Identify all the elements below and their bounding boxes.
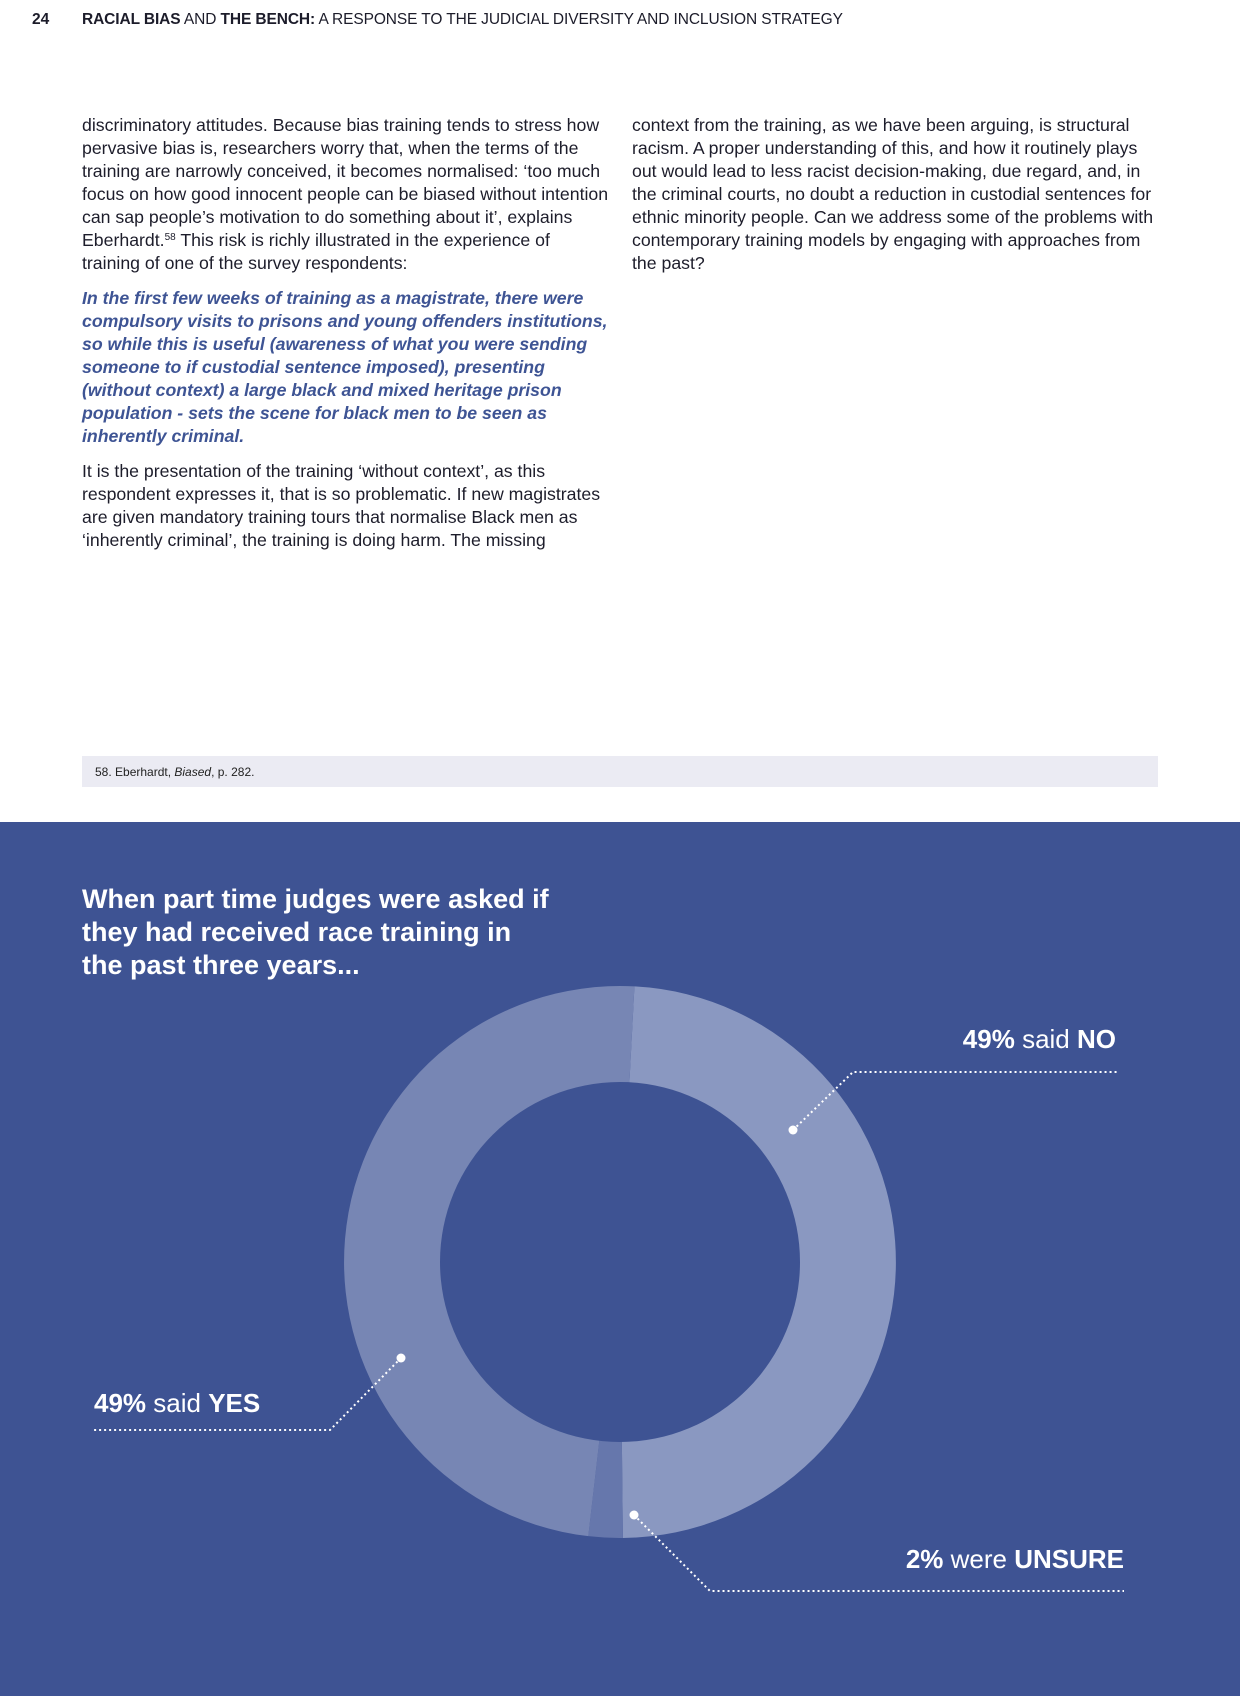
running-head-bold-2: THE BENCH: <box>220 11 316 28</box>
callout-no-answer: NO <box>1077 1024 1116 1054</box>
callout-unsure <box>906 1544 1124 1575</box>
callout-no <box>963 1024 1116 1055</box>
leader-dot-yes <box>397 1354 406 1363</box>
callout-no-pct: 49% <box>962 1024 1015 1054</box>
footnote-suffix: , p. 282. <box>211 765 255 779</box>
callout-unsure-answer: UNSURE <box>1014 1544 1124 1574</box>
running-head-plain-1: AND <box>180 11 221 28</box>
callout-yes-verb: said <box>146 1388 209 1418</box>
body-paragraph: context from the training, as we have been arguing, is structural racism. A proper understanding of this, and how it routinely plays out would lead to less racist decision-making, due regard, and, in the criminal courts, no doubt a reduction in custodial sentences for ethnic minority people. Can we address some of the problems with contemporary training models by engaging with approaches from the past? <box>632 115 1154 273</box>
callout-yes-pct: 49% <box>94 1388 147 1418</box>
footnote-prefix: 58. Eberhardt, <box>95 765 175 779</box>
callout-unsure-pct: 2% <box>905 1544 944 1574</box>
running-head-bold-1: RACIAL BIAS <box>82 11 181 28</box>
footnote-ref[interactable]: 58 <box>164 232 176 243</box>
donut-hole <box>440 1082 800 1442</box>
callout-yes-answer: YES <box>208 1388 261 1418</box>
body-text: discriminatory attitudes. Because bias training tends to stress how pervasive bias is, researchers worry that, when the terms of the training are narrowly conceived, it becomes normalised: ‘too much focus on how good innocent people can be biased without intention can sap people’s motivation to do something about it’, explains Eberhardt. <box>82 115 609 250</box>
callout-no-verb: said <box>1014 1024 1077 1054</box>
infographic-title: When part time judges were asked if they had received race training in the past three years... <box>82 884 549 980</box>
body-text: This risk is richly illustrated in the experience of training of one of the survey respondents: <box>82 230 550 273</box>
leader-dot-no <box>789 1126 798 1135</box>
leader-dot-unsure <box>630 1511 639 1520</box>
respondent-quote: In the first few weeks of training as a magistrate, there were compulsory visits to prisons and young offenders institutions, so while this is useful (awareness of what you were sending someone to if custodial sentence imposed), presenting (without context) a large black and mixed heritage prison population - sets the scene for black men to be seen as inherently criminal. <box>82 288 608 446</box>
running-head-plain-2: A RESPONSE TO THE JUDICIAL DIVERSITY AND INCLUSION STRATEGY <box>315 11 843 28</box>
callout-unsure-verb: were <box>943 1544 1015 1574</box>
callout-yes <box>94 1388 260 1419</box>
body-paragraph: It is the presentation of the training ‘without context’, as this respondent expresses it, that is so problematic. If new magistrates are given mandatory training tours that normalise Black men as ‘inherently criminal’, the training is doing harm. The missing <box>82 461 601 550</box>
page-number: 24 <box>32 11 50 28</box>
footnote-title: Biased <box>174 765 212 779</box>
